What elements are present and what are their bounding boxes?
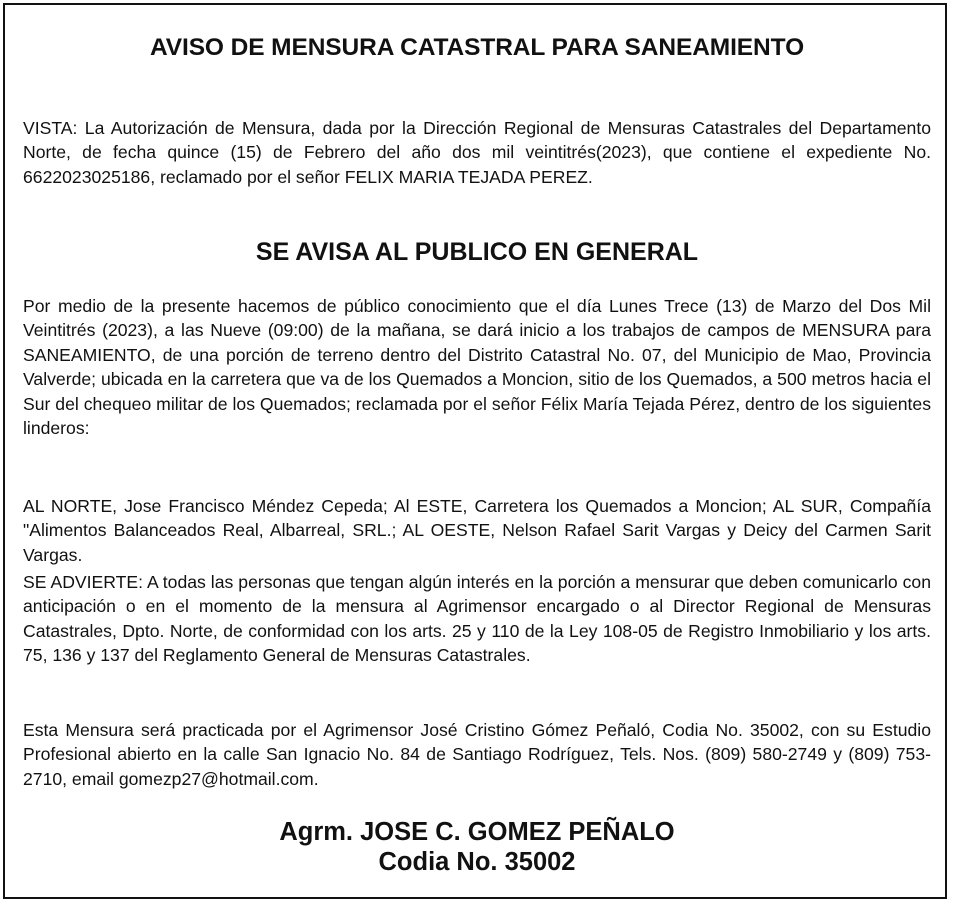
notice-frame: [3, 3, 947, 899]
body-paragraph: Por medio de la presente hacemos de público conocimiento que el día Lunes Trece (13) de Marzo del Dos Mil Veintitrés (2023), a las Nueve (09:00) de la mañana, se dará inicio a los trabajos de campos de MENSURA para SANEAMIENTO, de una porción de terreno dentro del Distrito Catastral No. 07, del Municipio de Mao, Provincia Valverde; ubicada en la carretera que va de los Quemados a Moncion, sitio de los Quemados, a 500 metros hacia el Sur del chequeo militar de los Quemados; reclamada por el señor Félix María Tejada Pérez, dentro de los siguientes linderos:: [23, 296, 931, 439]
signature-name: Agrm. JOSE C. GOMEZ PEÑALO: [279, 818, 675, 846]
signature-block: [23, 817, 931, 877]
warning-paragraph: SE ADVIERTE: A todas las personas que tengan algún interés en la porción a mensurar que deben comunicarlo con anticipación o en el momento de la mensura al Agrimensor encargado o al Director Regional de Mensuras Catastrales, Dpto. Norte, de conformidad con los arts. 25 y 110 de la Ley 108-05 de Registro Inmobiliario y los arts. 75, 136 y 137 del Reglamento General de Mensuras Catastrales.: [23, 572, 931, 666]
notice-subtitle: SE AVISA AL PUBLICO EN GENERAL: [255, 238, 699, 266]
boundaries-paragraph: AL NORTE, Jose Francisco Méndez Cepeda; Al ESTE, Carretera los Quemados a Moncion; AL SUR, Compañía "Alimentos Balanceados Real, Albarreal, SRL.; AL OESTE, Nelson Rafael Sarit Vargas y Deicy del Carmen Sarit Vargas.: [23, 496, 931, 565]
contact-paragraph: Esta Mensura será practicada por el Agrimensor José Cristino Gómez Peñaló, Codia No. 35002, con su Estudio Profesional abierto en la calle San Ignacio No. 84 de Santiago Rodríguez, Tels. Nos. (809) 580-2749 y (809) 753-2710, email gomezp27@hotmail.com.: [23, 720, 931, 789]
notice-title: AVISO DE MENSURA CATASTRAL PARA SANEAMIENTO: [149, 34, 805, 61]
signature-codia: Codia No. 35002: [378, 848, 576, 876]
intro-paragraph: VISTA: La Autorización de Mensura, dada por la Dirección Regional de Mensuras Catastrales del Departamento Norte, de fecha quince (15) de Febrero del año dos mil veintitrés(2023), que contiene el expediente No. 6622023025186, reclamado por el señor FELIX MARIA TEJADA PEREZ.: [23, 118, 931, 187]
